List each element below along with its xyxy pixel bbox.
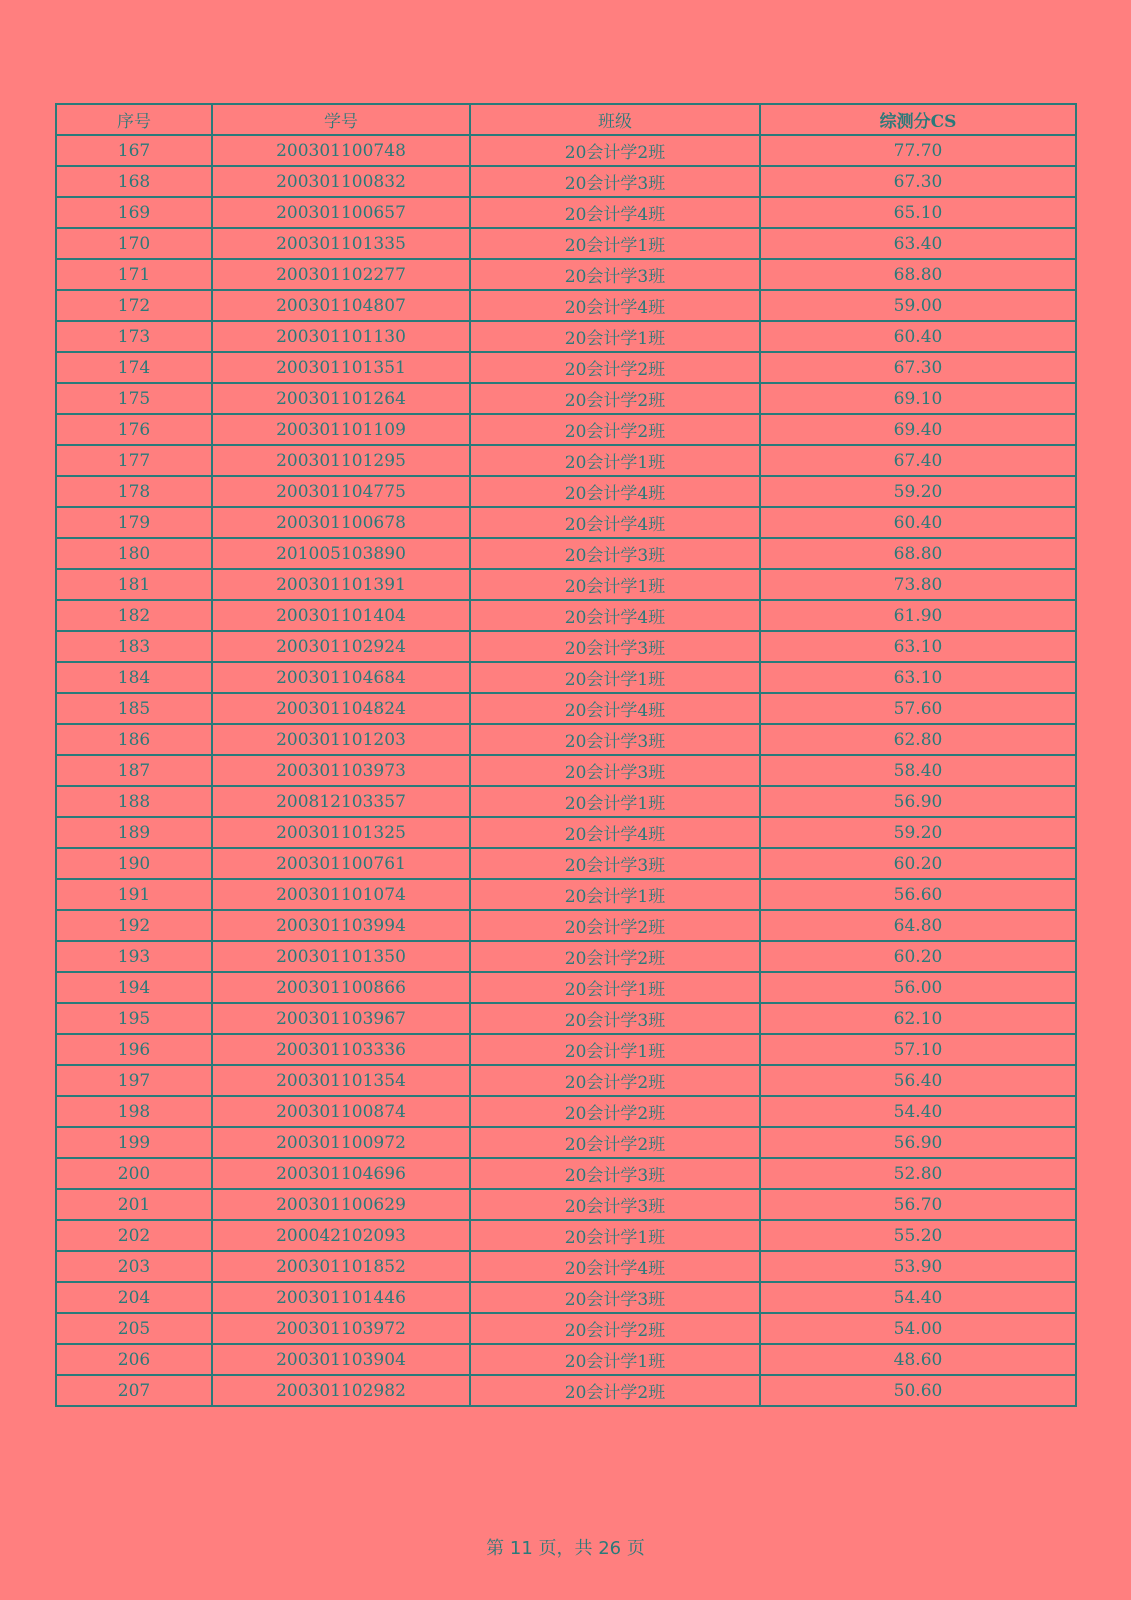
cell-score: 53.90 <box>760 1251 1076 1282</box>
cell-student-id: 201005103890 <box>212 538 470 569</box>
cell-index: 194 <box>56 972 212 1003</box>
cell-student-id: 200301101404 <box>212 600 470 631</box>
table-row <box>56 1034 1076 1065</box>
header-score: 综测分CS <box>760 104 1076 135</box>
table-row <box>56 538 1076 569</box>
cell-score: 62.80 <box>760 724 1076 755</box>
cell-class: 20会计学3班 <box>470 631 760 662</box>
cell-score: 59.20 <box>760 817 1076 848</box>
cell-class: 20会计学3班 <box>470 1189 760 1220</box>
cell-class: 20会计学2班 <box>470 910 760 941</box>
table-row <box>56 1096 1076 1127</box>
cell-score: 65.10 <box>760 197 1076 228</box>
cell-class: 20会计学1班 <box>470 786 760 817</box>
cell-class: 20会计学3班 <box>470 1158 760 1189</box>
table-row <box>56 135 1076 166</box>
cell-student-id: 200301104775 <box>212 476 470 507</box>
cell-student-id: 200301101852 <box>212 1251 470 1282</box>
cell-score: 59.00 <box>760 290 1076 321</box>
table-row <box>56 1282 1076 1313</box>
cell-index: 193 <box>56 941 212 972</box>
cell-class: 20会计学3班 <box>470 538 760 569</box>
cell-score: 56.90 <box>760 1127 1076 1158</box>
cell-score: 60.20 <box>760 848 1076 879</box>
cell-index: 188 <box>56 786 212 817</box>
cell-class: 20会计学3班 <box>470 848 760 879</box>
cell-student-id: 200301103336 <box>212 1034 470 1065</box>
cell-student-id: 200301104684 <box>212 662 470 693</box>
score-table <box>55 103 1077 1407</box>
cell-student-id: 200301101391 <box>212 569 470 600</box>
cell-index: 203 <box>56 1251 212 1282</box>
table-row <box>56 445 1076 476</box>
cell-class: 20会计学4班 <box>470 693 760 724</box>
cell-student-id: 200301100874 <box>212 1096 470 1127</box>
cell-index: 181 <box>56 569 212 600</box>
cell-class: 20会计学3班 <box>470 724 760 755</box>
table-row <box>56 724 1076 755</box>
cell-class: 20会计学2班 <box>470 135 760 166</box>
cell-index: 184 <box>56 662 212 693</box>
table-row <box>56 600 1076 631</box>
cell-score: 54.40 <box>760 1282 1076 1313</box>
cell-student-id: 200301103994 <box>212 910 470 941</box>
cell-score: 60.40 <box>760 507 1076 538</box>
cell-student-id: 200301100761 <box>212 848 470 879</box>
cell-score: 54.40 <box>760 1096 1076 1127</box>
cell-student-id: 200301103973 <box>212 755 470 786</box>
table-row <box>56 476 1076 507</box>
cell-index: 198 <box>56 1096 212 1127</box>
page-number: 第 11 页，共 26 页 <box>486 1538 645 1559</box>
cell-index: 189 <box>56 817 212 848</box>
cell-class: 20会计学4班 <box>470 817 760 848</box>
cell-student-id: 200301101074 <box>212 879 470 910</box>
cell-student-id: 200301100629 <box>212 1189 470 1220</box>
header-student-id: 学号 <box>212 104 470 135</box>
cell-score: 77.70 <box>760 135 1076 166</box>
cell-score: 57.10 <box>760 1034 1076 1065</box>
table-row <box>56 631 1076 662</box>
cell-score: 56.40 <box>760 1065 1076 1096</box>
table-header <box>56 104 1076 135</box>
cell-student-id: 200301100678 <box>212 507 470 538</box>
cell-index: 185 <box>56 693 212 724</box>
cell-class: 20会计学4班 <box>470 290 760 321</box>
cell-class: 20会计学1班 <box>470 662 760 693</box>
cell-class: 20会计学4班 <box>470 197 760 228</box>
cell-student-id: 200301101295 <box>212 445 470 476</box>
cell-score: 56.00 <box>760 972 1076 1003</box>
table-row <box>56 755 1076 786</box>
cell-index: 171 <box>56 259 212 290</box>
cell-class: 20会计学3班 <box>470 1282 760 1313</box>
cell-index: 173 <box>56 321 212 352</box>
table-row <box>56 166 1076 197</box>
cell-score: 63.10 <box>760 631 1076 662</box>
cell-index: 204 <box>56 1282 212 1313</box>
cell-score: 73.80 <box>760 569 1076 600</box>
header-index: 序号 <box>56 104 212 135</box>
cell-score: 68.80 <box>760 538 1076 569</box>
cell-index: 202 <box>56 1220 212 1251</box>
cell-index: 205 <box>56 1313 212 1344</box>
cell-score: 59.20 <box>760 476 1076 507</box>
cell-class: 20会计学1班 <box>470 1034 760 1065</box>
cell-student-id: 200301101130 <box>212 321 470 352</box>
cell-score: 50.60 <box>760 1375 1076 1406</box>
cell-student-id: 200301101203 <box>212 724 470 755</box>
cell-index: 206 <box>56 1344 212 1375</box>
cell-class: 20会计学4班 <box>470 600 760 631</box>
cell-score: 64.80 <box>760 910 1076 941</box>
cell-class: 20会计学3班 <box>470 1003 760 1034</box>
table-row <box>56 1220 1076 1251</box>
cell-score: 63.10 <box>760 662 1076 693</box>
cell-score: 48.60 <box>760 1344 1076 1375</box>
cell-score: 54.00 <box>760 1313 1076 1344</box>
cell-index: 186 <box>56 724 212 755</box>
cell-student-id: 200301101264 <box>212 383 470 414</box>
cell-student-id: 200301102982 <box>212 1375 470 1406</box>
cell-score: 58.40 <box>760 755 1076 786</box>
cell-student-id: 200812103357 <box>212 786 470 817</box>
cell-score: 67.40 <box>760 445 1076 476</box>
table-row <box>56 879 1076 910</box>
cell-student-id: 200301104824 <box>212 693 470 724</box>
cell-class: 20会计学4班 <box>470 476 760 507</box>
cell-class: 20会计学3班 <box>470 755 760 786</box>
table-row <box>56 569 1076 600</box>
table-row <box>56 910 1076 941</box>
table-row <box>56 1158 1076 1189</box>
cell-class: 20会计学2班 <box>470 383 760 414</box>
table-row <box>56 1375 1076 1406</box>
cell-student-id: 200301102277 <box>212 259 470 290</box>
cell-index: 170 <box>56 228 212 259</box>
cell-index: 195 <box>56 1003 212 1034</box>
cell-index: 169 <box>56 197 212 228</box>
cell-class: 20会计学1班 <box>470 228 760 259</box>
table-row <box>56 786 1076 817</box>
table-row <box>56 259 1076 290</box>
cell-score: 56.70 <box>760 1189 1076 1220</box>
cell-index: 192 <box>56 910 212 941</box>
cell-score: 57.60 <box>760 693 1076 724</box>
cell-class: 20会计学4班 <box>470 507 760 538</box>
cell-score: 69.40 <box>760 414 1076 445</box>
cell-class: 20会计学2班 <box>470 1096 760 1127</box>
cell-class: 20会计学1班 <box>470 1220 760 1251</box>
cell-class: 20会计学4班 <box>470 1251 760 1282</box>
cell-score: 62.10 <box>760 1003 1076 1034</box>
cell-index: 167 <box>56 135 212 166</box>
cell-class: 20会计学1班 <box>470 569 760 600</box>
cell-index: 187 <box>56 755 212 786</box>
cell-student-id: 200301101109 <box>212 414 470 445</box>
cell-class: 20会计学1班 <box>470 1344 760 1375</box>
cell-index: 176 <box>56 414 212 445</box>
cell-student-id: 200301101335 <box>212 228 470 259</box>
table-body <box>56 135 1076 1406</box>
table-row <box>56 1344 1076 1375</box>
cell-class: 20会计学1班 <box>470 445 760 476</box>
table-row <box>56 228 1076 259</box>
cell-class: 20会计学2班 <box>470 1375 760 1406</box>
table-row <box>56 662 1076 693</box>
cell-index: 200 <box>56 1158 212 1189</box>
cell-student-id: 200301103972 <box>212 1313 470 1344</box>
cell-student-id: 200301104807 <box>212 290 470 321</box>
cell-index: 180 <box>56 538 212 569</box>
cell-class: 20会计学1班 <box>470 321 760 352</box>
cell-index: 177 <box>56 445 212 476</box>
cell-score: 67.30 <box>760 352 1076 383</box>
cell-student-id: 200301102924 <box>212 631 470 662</box>
cell-class: 20会计学2班 <box>470 1065 760 1096</box>
cell-index: 191 <box>56 879 212 910</box>
cell-class: 20会计学1班 <box>470 972 760 1003</box>
table-row <box>56 1065 1076 1096</box>
table-row <box>56 693 1076 724</box>
cell-index: 182 <box>56 600 212 631</box>
cell-student-id: 200301100657 <box>212 197 470 228</box>
cell-index: 172 <box>56 290 212 321</box>
cell-class: 20会计学2班 <box>470 1313 760 1344</box>
cell-index: 183 <box>56 631 212 662</box>
cell-student-id: 200301104696 <box>212 1158 470 1189</box>
header-row <box>56 104 1076 135</box>
cell-score: 69.10 <box>760 383 1076 414</box>
cell-index: 196 <box>56 1034 212 1065</box>
cell-student-id: 200301103904 <box>212 1344 470 1375</box>
cell-index: 168 <box>56 166 212 197</box>
table-row <box>56 383 1076 414</box>
cell-class: 20会计学2班 <box>470 352 760 383</box>
table-row <box>56 1313 1076 1344</box>
table-row <box>56 321 1076 352</box>
cell-student-id: 200042102093 <box>212 1220 470 1251</box>
cell-index: 175 <box>56 383 212 414</box>
cell-student-id: 200301101446 <box>212 1282 470 1313</box>
cell-index: 190 <box>56 848 212 879</box>
cell-score: 60.20 <box>760 941 1076 972</box>
table-row <box>56 817 1076 848</box>
cell-class: 20会计学1班 <box>470 879 760 910</box>
cell-class: 20会计学2班 <box>470 414 760 445</box>
table-row <box>56 352 1076 383</box>
table-row <box>56 197 1076 228</box>
table-row <box>56 941 1076 972</box>
table-row <box>56 1251 1076 1282</box>
table-row <box>56 1189 1076 1220</box>
cell-class: 20会计学2班 <box>470 1127 760 1158</box>
cell-score: 68.80 <box>760 259 1076 290</box>
cell-class: 20会计学3班 <box>470 259 760 290</box>
cell-score: 67.30 <box>760 166 1076 197</box>
cell-student-id: 200301101325 <box>212 817 470 848</box>
cell-student-id: 200301101350 <box>212 941 470 972</box>
cell-index: 201 <box>56 1189 212 1220</box>
cell-index: 174 <box>56 352 212 383</box>
cell-student-id: 200301101351 <box>212 352 470 383</box>
cell-student-id: 200301100832 <box>212 166 470 197</box>
cell-score: 63.40 <box>760 228 1076 259</box>
cell-score: 55.20 <box>760 1220 1076 1251</box>
cell-student-id: 200301100748 <box>212 135 470 166</box>
cell-student-id: 200301100972 <box>212 1127 470 1158</box>
table-row <box>56 507 1076 538</box>
cell-score: 56.90 <box>760 786 1076 817</box>
cell-class: 20会计学2班 <box>470 941 760 972</box>
cell-class: 20会计学3班 <box>470 166 760 197</box>
table-row <box>56 1003 1076 1034</box>
header-class: 班级 <box>470 104 760 135</box>
table-row <box>56 290 1076 321</box>
cell-index: 179 <box>56 507 212 538</box>
cell-index: 199 <box>56 1127 212 1158</box>
cell-index: 178 <box>56 476 212 507</box>
cell-score: 56.60 <box>760 879 1076 910</box>
cell-student-id: 200301100866 <box>212 972 470 1003</box>
cell-score: 60.40 <box>760 321 1076 352</box>
cell-student-id: 200301101354 <box>212 1065 470 1096</box>
table-row <box>56 1127 1076 1158</box>
cell-index: 207 <box>56 1375 212 1406</box>
cell-score: 61.90 <box>760 600 1076 631</box>
table-row <box>56 972 1076 1003</box>
cell-index: 197 <box>56 1065 212 1096</box>
cell-student-id: 200301103967 <box>212 1003 470 1034</box>
table-row <box>56 414 1076 445</box>
cell-score: 52.80 <box>760 1158 1076 1189</box>
table-row <box>56 848 1076 879</box>
